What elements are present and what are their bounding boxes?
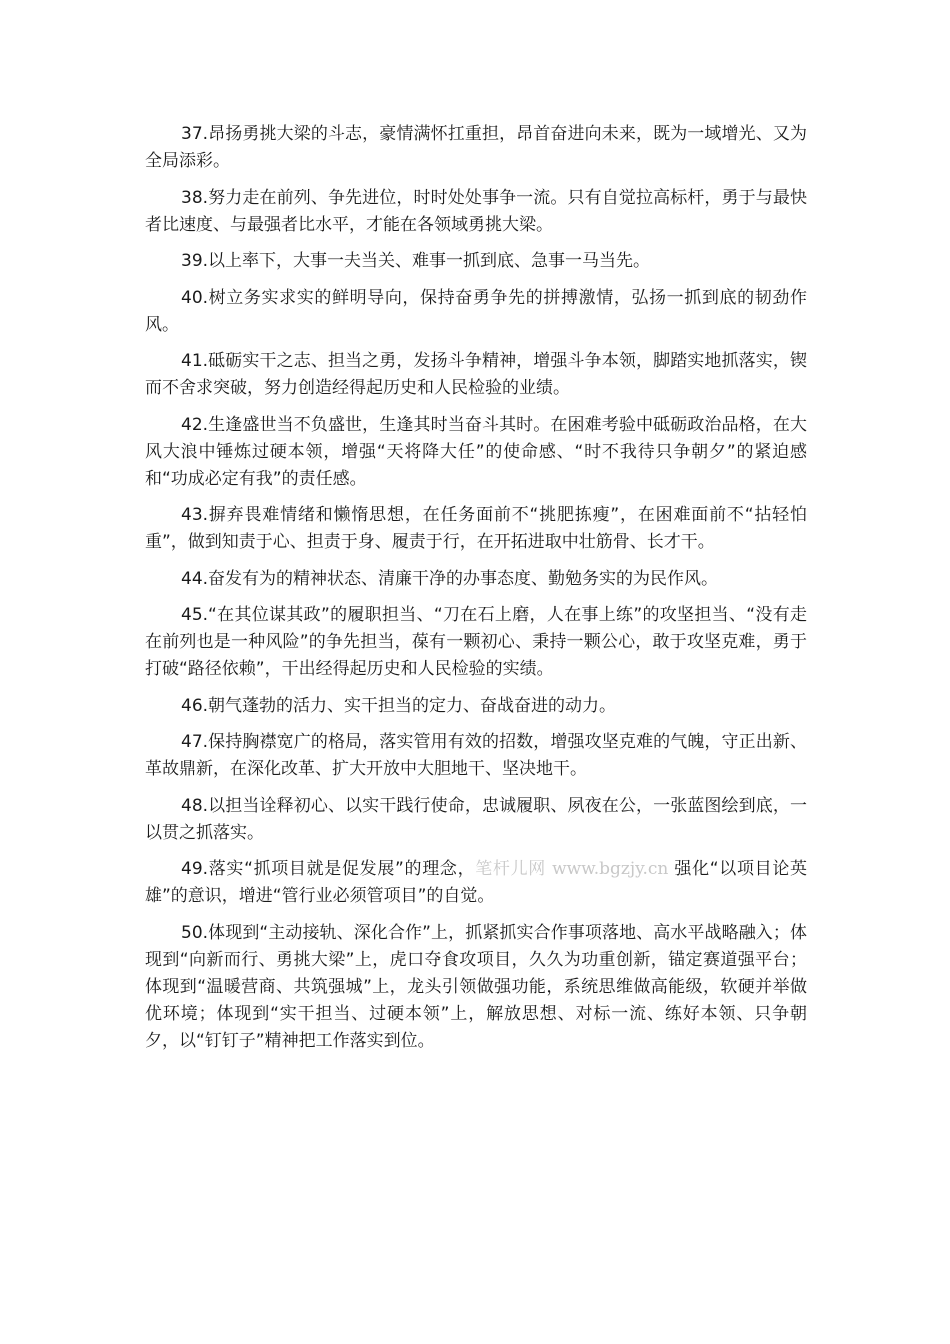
paragraph-45: 45.“在其位谋其政”的履职担当、“刀在石上磨，人在事上练”的攻坚担当、“没有走在前列也是一种风险”的争先担当，葆有一颗初心、秉持一颗公心，敢于攻坚克难，勇于打破“路径依赖”，干出经得起历史和人民检验的实绩。	[145, 605, 807, 679]
paragraph-50: 50.体现到“主动接轨、深化合作”上，抓紧抓实合作事项落地、高水平战略融入；体现到“向新而行、勇挑大梁”上，虎口夺食攻项目，久久为功重创新，锚定赛道强平台；体现到“温暖营商、共筑强城”上，龙头引领做强功能，系统思维做高能级，软硬并举做优环境；体现到“实干担当、过硬本领”上，解放思想、对标一流、练好本领、只争朝夕，以“钉钉子”精神把工作落实到位。	[145, 922, 807, 1051]
paragraph-49	[145, 856, 807, 910]
paragraph-38: 38.努力走在前列、争先进位，时时处处事争一流。只有自觉拉高标杆，勇于与最快者比速度、与最强者比水平，才能在各领域勇挑大梁。	[145, 187, 807, 235]
paragraph-47: 47.保持胸襟宽广的格局，落实管用有效的招数，增强攻坚克难的气魄，守正出新、革故鼎新，在深化改革、扩大开放中大胆地干、坚决地干。	[145, 732, 807, 779]
paragraph-46: 46.朝气蓬勃的活力、实干担当的定力、奋战奋进的动力。	[181, 695, 617, 716]
paragraph-42: 42.生逢盛世当不负盛世，生逢其时当奋斗其时。在困难考验中砥砺政治品格，在大风大浪中锤炼过硬本领，增强“天将降大任”的使命感、“时不我待只争朝夕”的紧迫感和“功成必定有我”的责任感。	[145, 414, 807, 489]
watermark-text: 笔杆儿网 www.bgzjy.cn	[475, 859, 669, 879]
paragraph-43: 43.摒弃畏难情绪和懒惰思想，在任务面前不“挑肥拣瘦”，在困难面前不“拈轻怕重”，做到知责于心、担责于身、履责于行，在开拓进取中壮筋骨、长才干。	[145, 505, 807, 552]
paragraph-41: 41.砥砺实干之志、担当之勇，发扬斗争精神，增强斗争本领，脚踏实地抓落实，锲而不舍求突破，努力创造经得起历史和人民检验的业绩。	[145, 351, 807, 398]
document-body	[145, 121, 807, 1064]
paragraph-49-text-after: 强化“以项目论英雄”的意识，增进“管行业必须管项目”的自觉。	[145, 859, 807, 906]
paragraph-49-text-before: 49.落实“抓项目就是促发展”的理念，	[181, 859, 476, 879]
paragraph-40: 40.树立务实求实的鲜明导向，保持奋勇争先的拼搏激情，弘扬一抓到底的韧劲作风。	[145, 287, 807, 335]
paragraph-39: 39.以上率下，大事一夫当关、难事一抓到底、急事一马当先。	[181, 251, 651, 271]
paragraph-44: 44.奋发有为的精神状态、清廉干净的办事态度、勤勉务实的为民作风。	[181, 568, 719, 589]
paragraph-37: 37.昂扬勇挑大梁的斗志，豪情满怀扛重担，昂首奋进向未来，既为一域增光、又为全局添彩。	[145, 124, 807, 171]
paragraph-48: 48.以担当诠释初心、以实干践行使命，忠诚履职、夙夜在公，一张蓝图绘到底，一以贯之抓落实。	[145, 795, 807, 843]
